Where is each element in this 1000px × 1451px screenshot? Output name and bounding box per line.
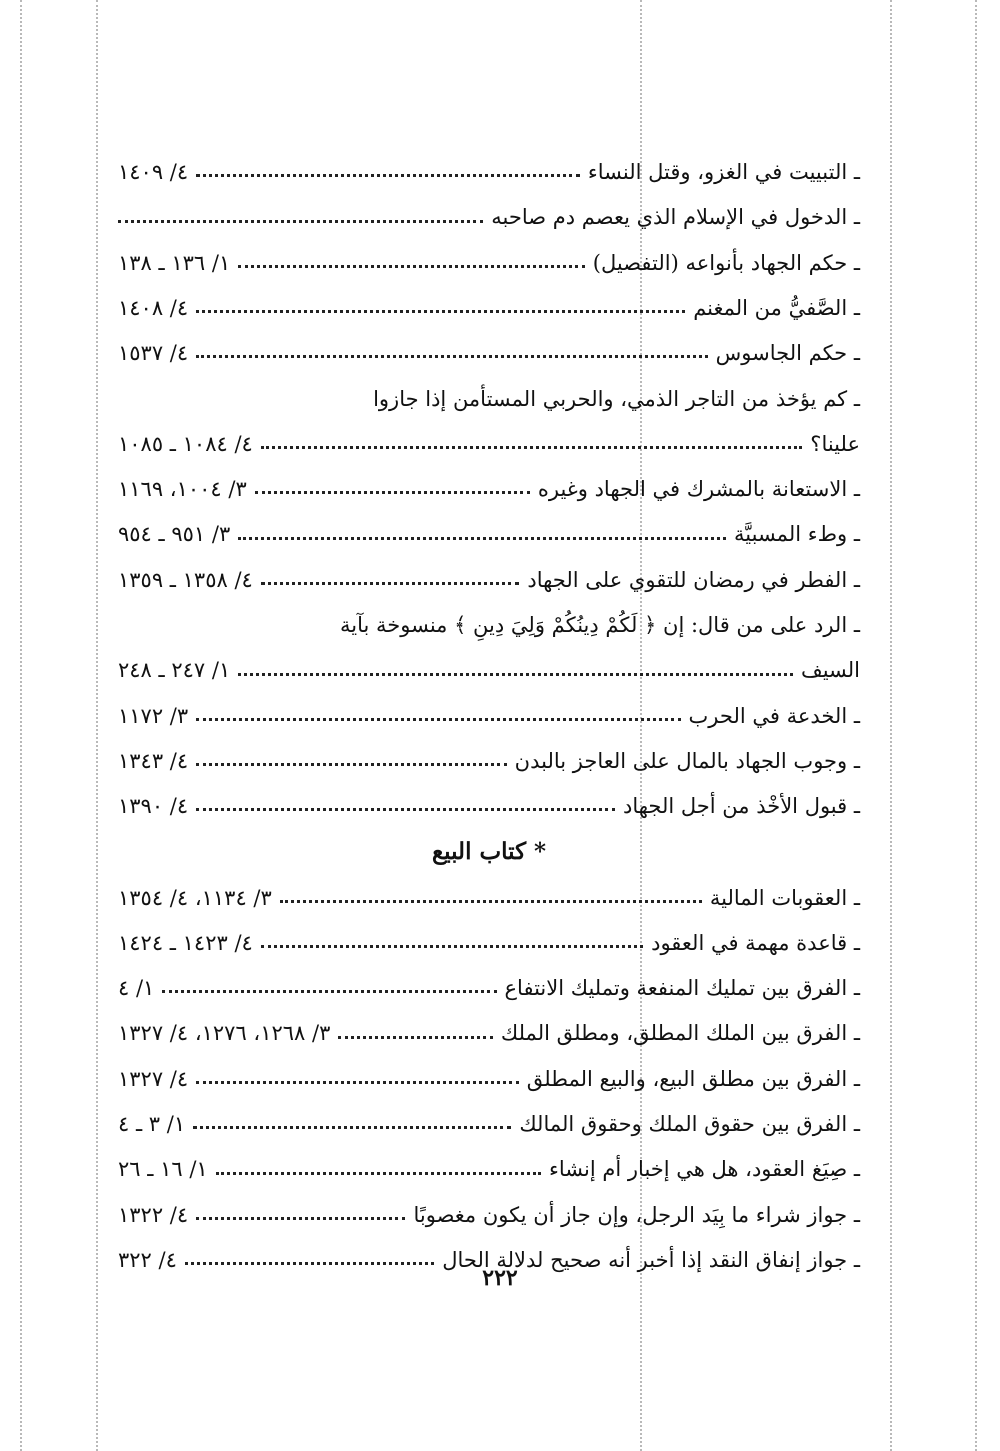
dot-leader <box>216 1171 541 1175</box>
entry-reference: ٣/ ٩٥١ ـ ٩٥٤ <box>118 522 231 547</box>
dot-leader <box>162 989 496 993</box>
entry-text: علينا؟ <box>810 431 860 456</box>
dot-leader <box>196 762 506 766</box>
dot-leader <box>193 1125 511 1129</box>
entry-reference: ٤/ ١٣٥٨ ـ ١٣٥٩ <box>118 567 253 592</box>
entry-text: ـ حكم الجهاد بأنواعه (التفصيل) <box>592 250 860 275</box>
entry-text: ـ الاستعانة بالمشرك في الجهاد وغيره <box>537 477 860 502</box>
entry-text: ـ جواز شراء ما بِيَد الرجل، وإن جاز أن يكون مغصوبًا <box>413 1202 860 1227</box>
entry-reference: ٤/ ١٣٢٢ <box>118 1202 189 1227</box>
entry-reference: ١/ ١٣٦ ـ ١٣٨ <box>118 250 231 275</box>
entry-text: ـ صِيَغ العقود، هل هي إخبار أم إنشاء <box>549 1157 860 1182</box>
entry-text: ـ العقوبات المالية <box>709 885 860 910</box>
entry-reference: ١/ ٣ ـ ٤ <box>118 1112 186 1137</box>
entry-reference: ٤/ ١٤٢٣ ـ ١٤٢٤ <box>118 930 253 955</box>
entry-text: ـ الفطر في رمضان للتقوي على الجهاد <box>527 567 860 592</box>
dot-leader <box>196 1080 519 1084</box>
page-number: ٢٢٢ <box>482 1265 518 1291</box>
entry-reference: ٤/ ١٥٣٧ <box>118 341 189 366</box>
entry-reference: ٣/ ١٢٦٨، ١٢٧٦، ٤/ ١٣٢٧ <box>118 1021 331 1046</box>
index-entry <box>118 911 860 956</box>
dot-leader <box>255 490 530 494</box>
index-entry <box>118 684 860 729</box>
entry-reference: ٤/ ١٤٠٩ <box>118 160 189 185</box>
index-entry <box>118 1183 860 1228</box>
index-entry <box>118 231 860 276</box>
section-heading: * كتاب البيع <box>431 838 547 866</box>
scan-artifact-line <box>96 0 98 1451</box>
entry-text: ـ التبييت في الغزو، وقتل النساء <box>587 160 860 185</box>
scan-artifact-line <box>890 0 892 1451</box>
entry-text: ـ وطء المسبيَّة <box>734 522 860 547</box>
entry-reference: ٤/ ١٣٤٣ <box>118 748 189 773</box>
dot-leader <box>196 354 708 358</box>
dot-leader <box>196 717 680 721</box>
index-entry <box>118 185 860 230</box>
index-entry <box>118 1001 860 1046</box>
entry-text: ـ الدخول في الإسلام الذي يعصم دم صاحبه <box>491 205 860 230</box>
index-entry <box>118 502 860 547</box>
dot-leader <box>261 581 520 585</box>
index-entry <box>118 276 860 321</box>
index-entry <box>118 1047 860 1092</box>
entry-reference: ٤/ ١٤٠٨ <box>118 296 189 320</box>
entry-text: ـ الفرق بين حقوق الملك وحقوق المالك <box>519 1112 860 1137</box>
dot-leader <box>196 1216 405 1220</box>
scan-artifact-line <box>975 0 977 1451</box>
index-page <box>118 140 860 1273</box>
index-entry <box>118 548 860 593</box>
dot-leader <box>238 536 726 540</box>
entry-text: ـ الخدعة في الحرب <box>688 703 860 728</box>
entry-reference: ٣/ ١١٣٤، ٤/ ١٣٥٤ <box>118 885 272 910</box>
entry-text: ـ قبول الأخْذ من أجل الجهاد <box>623 794 860 819</box>
index-entry <box>118 593 860 638</box>
entry-text: ـ كم يؤخذ من التاجر الذمي، والحربي المستأمن إذا جازوا <box>373 386 860 411</box>
dot-leader <box>261 944 643 948</box>
scan-artifact-line <box>20 0 22 1451</box>
index-entry <box>118 638 860 683</box>
dot-leader <box>238 672 793 676</box>
entry-reference: ١/ ١٦ ـ ٢٦ <box>118 1157 208 1182</box>
entry-reference: ١/ ٤ <box>118 976 155 1001</box>
dot-leader <box>118 219 483 223</box>
index-entry <box>118 1137 860 1182</box>
entry-reference: ٣/ ١٠٠٤، ١١٦٩ <box>118 477 247 502</box>
index-entry <box>118 140 860 185</box>
dot-leader <box>280 899 702 903</box>
index-section-sales <box>118 865 860 1273</box>
entry-reference: ٣/ ١١٧٢ <box>118 703 189 728</box>
entry-text: ـ الفرق بين الملك المطلق، ومطلق الملك <box>500 1021 860 1046</box>
entry-text: ـ قاعدة مهمة في العقود <box>651 930 860 955</box>
index-entry <box>118 321 860 366</box>
entry-text: السيف <box>800 658 860 683</box>
entry-reference: ٤/ ٣٢٢ <box>118 1247 177 1272</box>
entry-text: ـ الصَّفيُّ من المغنم <box>693 296 860 320</box>
entry-text: ـ جواز إنفاق النقد إذا أخبر أنه صحيح لدلالة الحال <box>442 1247 860 1272</box>
entry-text: ـ حكم الجاسوس <box>715 341 860 366</box>
entry-text: ـ الرد على من قال: إن ﴿ لَكُمْ دِينُكُمْ وَلِيَ دِينِ ﴾ منسوخة بآية <box>339 613 860 638</box>
index-entry <box>118 1092 860 1137</box>
dot-leader <box>196 173 580 177</box>
entry-reference: ٤/ ١٣٢٧ <box>118 1066 189 1091</box>
index-entry <box>118 774 860 819</box>
entry-reference: ٤/ ١٣٩٠ <box>118 794 189 819</box>
dot-leader <box>338 1035 493 1039</box>
index-entry <box>118 729 860 774</box>
entry-reference: ٤/ ١٠٨٤ ـ ١٠٨٥ <box>118 431 253 456</box>
index-entry <box>118 457 860 502</box>
dot-leader <box>261 445 802 449</box>
entry-text: ـ وجوب الجهاد بالمال على العاجز بالبدن <box>514 748 860 773</box>
dot-leader <box>196 807 615 811</box>
index-entry <box>118 865 860 910</box>
dot-leader <box>238 264 585 268</box>
entry-text: ـ الفرق بين تمليك المنفعة وتمليك الانتفاع <box>504 976 860 1001</box>
index-section-jihad <box>118 140 860 819</box>
entry-reference: ١/ ٢٤٧ ـ ٢٤٨ <box>118 658 231 683</box>
index-entry <box>118 412 860 457</box>
index-entry <box>118 956 860 1001</box>
index-entry <box>118 366 860 411</box>
entry-text: ـ الفرق بين مطلق البيع، والبيع المطلق <box>526 1066 860 1091</box>
dot-leader <box>196 309 685 313</box>
